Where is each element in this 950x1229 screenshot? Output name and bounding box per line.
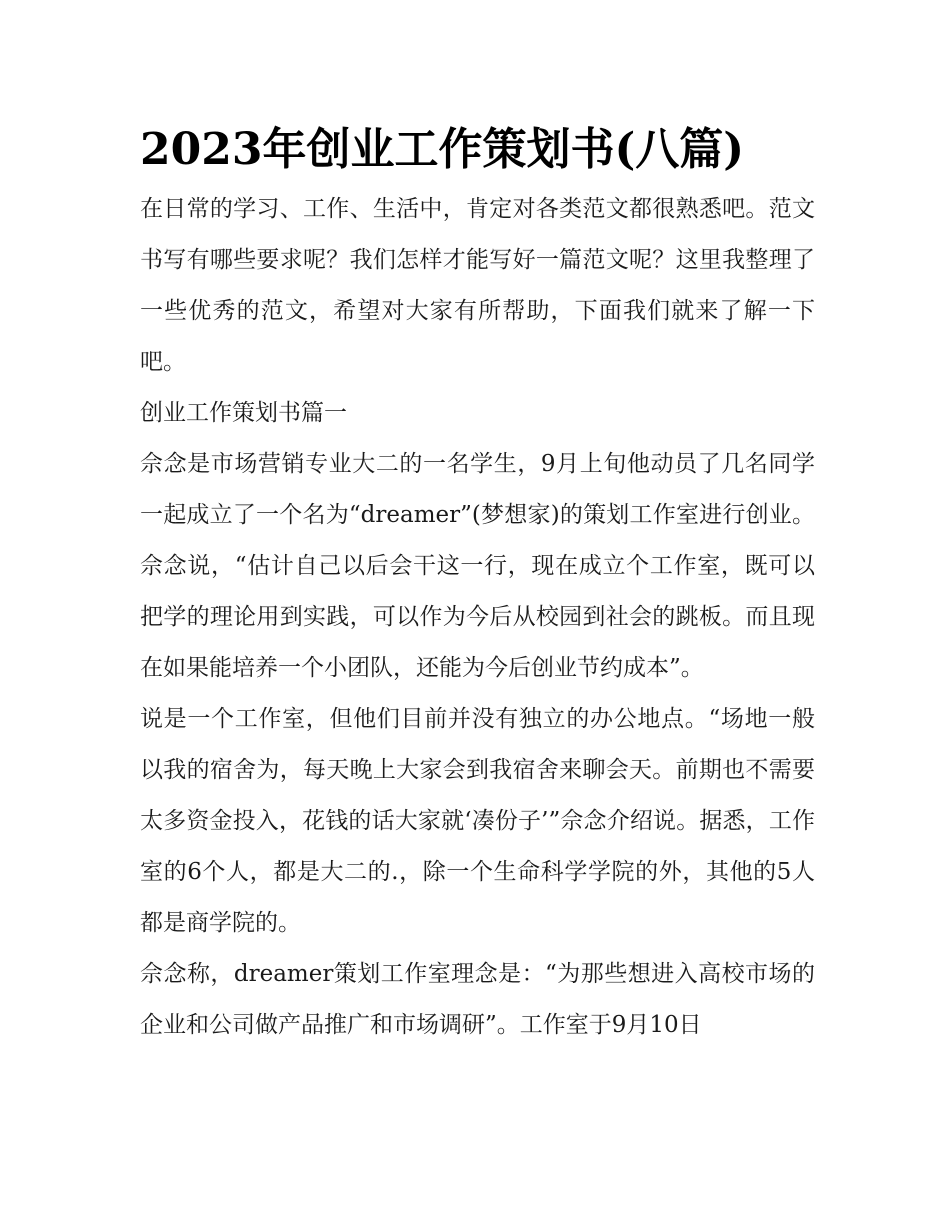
document-title: 2023年创业工作策划书(八篇) (140, 124, 745, 175)
document-body (140, 122, 815, 1051)
intro-paragraph: 在日常的学习、工作、生活中，肯定对各类范文都很熟悉吧。范文书写有哪些要求呢？我们怎样才能写好一篇范文呢？这里我整理了一些优秀的范文，希望对大家有所帮助，下面我们就来了解一下吧。 (140, 196, 815, 375)
body-paragraph-3: 佘念称，dreamer策划工作室理念是：“为那些想进入高校市场的企业和公司做产品推广和市场调研”。工作室于9月10日 (140, 961, 815, 1038)
body-paragraph-1: 佘念是市场营销专业大二的一名学生，9月上旬他动员了几名同学一起成立了一个名为“dreamer”(梦想家)的策划工作室进行创业。佘念说，“估计自己以后会干这一行，现在成立个工作室，既可以把学的理论用到实践，可以作为今后从校园到社会的跳板。而且现在如果能培养一个小团队，还能为今后创业节约成本”。 (140, 451, 815, 681)
body-paragraph-2: 说是一个工作室，但他们目前并没有独立的办公地点。“场地一般以我的宿舍为，每天晚上大家会到我宿舍来聊会天。前期也不需要太多资金投入，花钱的话大家就‘凑份子’”佘念介绍说。据悉，工作室的6个人，都是大二的.，除一个生命科学学院的外，其他的5人都是商学院的。 (140, 706, 815, 936)
section-heading: 创业工作策划书篇一 (140, 400, 347, 426)
